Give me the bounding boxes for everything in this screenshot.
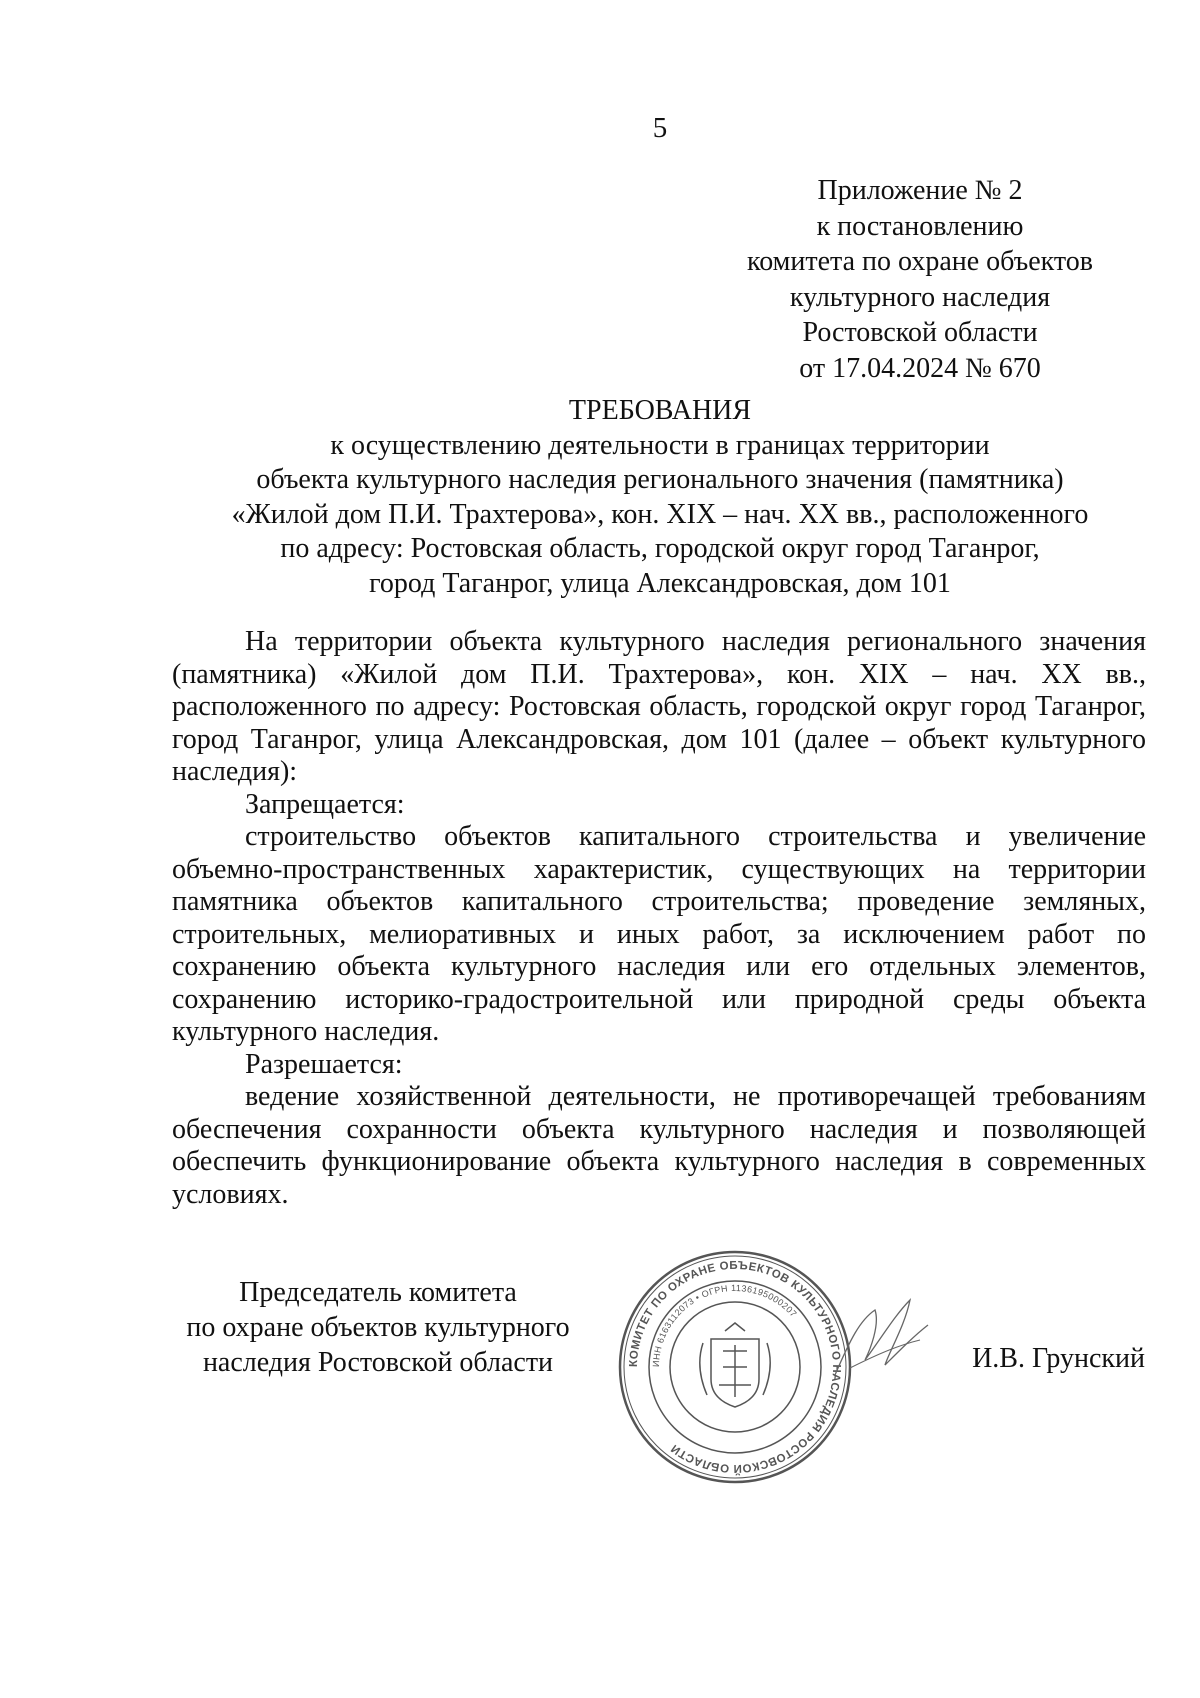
position-line: по охране объектов культурного	[186, 1312, 570, 1343]
appendix-line: Ростовской области	[802, 317, 1038, 348]
title-heading: ТРЕБОВАНИЯ	[568, 395, 752, 426]
title-line: по адресу: Ростовская область, городской округ город Таганрог,	[280, 533, 1040, 564]
appendix-header	[700, 173, 1140, 386]
prohibited-label: Запрещается:	[245, 788, 405, 820]
document-body	[172, 626, 1146, 1211]
allowed-label: Разрешается:	[245, 1048, 403, 1080]
position-line: наследия Ростовской области	[202, 1347, 554, 1378]
appendix-line: Приложение № 2	[817, 175, 1023, 206]
intro-paragraph: На территории объекта культурного наследия регионального значения (памятника) «Жилой дом П.И. Трахтерова», кон. XIX – нач. XX вв., расположенного по адресу: Ростовская область, городской округ город Таганрог, город Таганрог, улица Александровская, дом 101 (далее – объект культурного наследия):	[172, 626, 1146, 787]
seal-outer-textpath: КОМИТЕТ ПО ОХРАНЕ ОБЪЕКТОВ КУЛЬТУРНОГО НАСЛЕДИЯ РОСТОВСКОЙ ОБЛАСТИ	[627, 1259, 843, 1475]
handwritten-signature	[820, 1280, 940, 1400]
seal-inner-text	[651, 1283, 799, 1367]
signatory-name: И.В. Грунский	[972, 1343, 1145, 1374]
allowed-paragraph: ведение хозяйственной деятельности, не противоречащей требованиям обеспечения сохранности объекта культурного наследия и позволяющей обеспечить функционирование объекта культурного наследия в современных условиях.	[172, 1081, 1146, 1210]
position-line: Председатель комитета	[239, 1277, 517, 1308]
title-line: к осуществлению деятельности в границах территории	[330, 429, 990, 461]
appendix-line: к постановлению	[816, 210, 1024, 242]
page-number: 5	[652, 112, 668, 144]
appendix-line: комитета по охране объектов	[747, 246, 1093, 277]
title-line: город Таганрог, улица Александровская, дом 101	[369, 567, 951, 599]
official-seal	[615, 1247, 855, 1487]
prohibited-paragraph: строительство объектов капитального строительства и увеличение объемно-пространственных характеристик, существующих на территории памятника объектов капитального строительства; проведение земляных, строительных, мелиоративных и иных работ, за исключением работ по сохранению объекта культурного наследия или его отдельных элементов, сохранению историко-градостроительной или природной среды объекта культурного наследия.	[172, 821, 1146, 1047]
title-line: объекта культурного наследия регионального значения (памятника)	[256, 464, 1064, 495]
signatory-position	[168, 1275, 588, 1380]
document-title	[175, 394, 1145, 601]
title-line: «Жилой дом П.И. Трахтерова», кон. XIX – нач. XX вв., расположенного	[231, 498, 1089, 530]
seal-inner-textpath: ИНН 6163112073 • ОГРН 1136195000207	[650, 1282, 799, 1368]
appendix-line: от 17.04.2024 № 670	[799, 352, 1041, 384]
coat-of-arms-icon	[700, 1323, 770, 1407]
appendix-line: культурного наследия	[789, 281, 1051, 313]
